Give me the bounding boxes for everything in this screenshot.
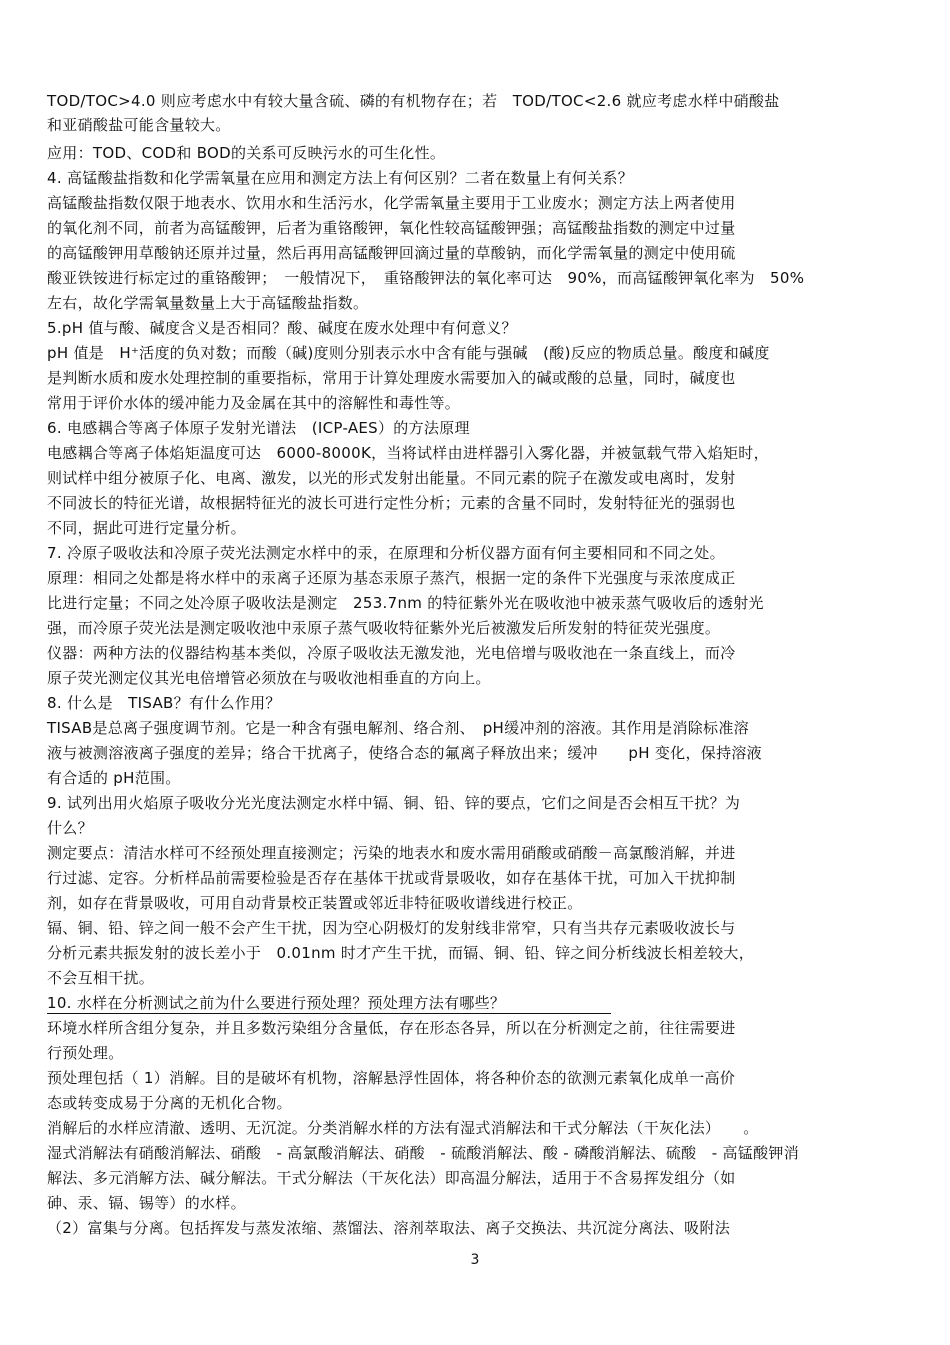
text-line: TISAB是总离子强度调节剂。它是一种含有强电解剂、络合剂、 pH缓冲剂的溶液。其作用是消除标准溶	[47, 719, 749, 737]
text-line: 不同波长的特征光谱，故根据特征光的波长可进行定性分析；元素的含量不同时，发射特征光的强弱也	[47, 494, 736, 512]
question-heading: 7. 冷原子吸收法和冷原子荧光法测定水样中的汞，在原理和分析仪器方面有何主要相同和不同之处。	[47, 544, 725, 562]
text-line: 什么？	[47, 819, 93, 837]
page-number: 3	[470, 1252, 480, 1268]
text-line: 酸亚铁铵进行标定过的重铬酸钾； 一般情况下， 重铬酸钾法的氧化率可达 90%，而高锰酸钾氧化率为 50%	[47, 269, 805, 287]
text-line: 镉、铜、铅、锌之间一般不会产生干扰，因为空心阴极灯的发射线非常窄，只有当共存元素吸收波长与	[47, 919, 736, 937]
text-line: （2）富集与分离。包括挥发与蒸发浓缩、蒸馏法、溶剂萃取法、离子交换法、共沉淀分离法、吸附法	[47, 1219, 731, 1237]
text-line: 解法、多元消解方法、碱分解法。干式分解法（干灰化法）即高温分解法，适用于不含易挥发组分（如	[47, 1169, 736, 1187]
text-line: 预处理包括（ 1）消解。目的是破坏有机物，溶解悬浮性固体，将各种价态的欲测元素氧化成单一高价	[47, 1069, 736, 1087]
text-line: 常用于评价水体的缓冲能力及金属在其中的溶解性和毒性等。	[47, 394, 461, 412]
text-line: 强，而冷原子荧光法是测定吸收池中汞原子蒸气吸收特征紫外光后被激发后所发射的特征荧光强度。	[47, 619, 721, 637]
text-line: 剂，如存在背景吸收，可用自动背景校正装置或邻近非特征吸收谱线进行校正。	[47, 894, 583, 912]
text-line: 高锰酸盐指数仅限于地表水、饮用水和生活污水，化学需氧量主要用于工业废水；测定方法上两者使用	[47, 194, 736, 212]
question-heading: 5.pH 值与酸、碱度含义是否相同？酸、碱度在废水处理中有何意义？	[47, 319, 517, 337]
text-line: 有合适的 pH范围。	[47, 769, 181, 787]
text-line: 和亚硝酸盐可能含量较大。	[47, 116, 231, 134]
text-line: 测定要点：清洁水样可不经预处理直接测定；污染的地表水和废水需用硝酸或硝酸－高氯酸消解，并进	[47, 844, 736, 862]
text-line: 原理：相同之处都是将水样中的汞离子还原为基态汞原子蒸汽，根据一定的条件下光强度与汞浓度成正	[47, 569, 736, 587]
text-line: 分析元素共振发射的波长差小于 0.01nm 时才产生干扰，而镉、铜、铅、锌之间分析线波长相差较大，	[47, 944, 754, 962]
text-line: 消解后的水样应清澈、透明、无沉淀。分类消解水样的方法有湿式消解法和干式分解法（干灰化法） 。	[47, 1119, 759, 1137]
text-line: 应用：TOD、COD和 BOD的关系可反映污水的可生化性。	[47, 144, 446, 162]
text-line: 液与被测溶液离子强度的差异；络合干扰离子，使络合态的氟离子释放出来；缓冲 pH 变化，保持溶液	[47, 744, 762, 762]
text-line: 则试样中组分被原子化、电离、激发，以光的形式发射出能量。不同元素的院子在激发或电离时，发射	[47, 469, 736, 487]
text-line: 的氧化剂不同，前者为高锰酸钾，后者为重铬酸钾，氧化性较高锰酸钾强；高锰酸盐指数的测定中过量	[47, 219, 736, 237]
text-line: 的高锰酸钾用草酸钠还原并过量，然后再用高锰酸钾回滴过量的草酸钠，而化学需氧量的测定中使用硫	[47, 244, 736, 262]
text-line: 态或转变成易于分离的无机化合物。	[47, 1094, 292, 1112]
text-line: 湿式消解法有硝酸消解法、硝酸 - 高氯酸消解法、硝酸 - 硫酸消解法、酸 - 磷酸消解法、硫酸 - 高锰酸钾消	[47, 1144, 799, 1162]
text-line: 比进行定量；不同之处冷原子吸收法是测定 253.7nm 的特征紫外光在吸收池中被汞蒸气吸收后的透射光	[47, 594, 764, 612]
text-line: 仪器：两种方法的仪器结构基本类似，冷原子吸收法无激发池，光电倍增与吸收池在一条直线上，而冷	[47, 644, 736, 662]
text-line: 不会互相干扰。	[47, 969, 155, 987]
text-line: 原子荧光测定仪其光电倍增管必须放在与吸收池相垂直的方向上。	[47, 669, 491, 687]
question-heading: 6. 电感耦合等离子体原子发射光谱法 (ICP-AES）的方法原理	[47, 419, 470, 437]
text-line: 不同，据此可进行定量分析。	[47, 519, 246, 537]
question-heading: 8. 什么是 TISAB？有什么作用？	[47, 694, 281, 712]
text-line: 环境水样所含组分复杂，并且多数污染组分含量低，存在形态各异，所以在分析测定之前，往往需要进	[47, 1019, 736, 1037]
text-line: 是判断水质和废水处理控制的重要指标，常用于计算处理废水需要加入的碱或酸的总量，同时，碱度也	[47, 369, 736, 387]
text-line: 电感耦合等离子体焰矩温度可达 6000-8000K，当将试样由进样器引入雾化器，并被氩载气带入焰矩时，	[47, 444, 769, 462]
question-heading: 10. 水样在分析测试之前为什么要进行预处理？预处理方法有哪些？	[47, 994, 506, 1012]
text-line: pH 值是 H⁺活度的负对数；而酸（碱)度则分别表示水中含有能与强碱 (酸)反应的物质总量。酸度和碱度	[47, 344, 770, 362]
text-line: TOD/TOC>4.0 则应考虑水中有较大量含硫、磷的有机物存在；若 TOD/TOC<2.6 就应考虑水样中硝酸盐	[47, 92, 780, 110]
text-line: 砷、汞、镉、锡等）的水样。	[47, 1194, 246, 1212]
question-heading: 4. 高锰酸盐指数和化学需氧量在应用和测定方法上有何区别？二者在数量上有何关系？	[47, 169, 634, 187]
text-line: 行预处理。	[47, 1044, 124, 1062]
question-heading: 9. 试列出用火焰原子吸收分光光度法测定水样中镉、铜、铅、锌的要点，它们之间是否会相互干扰？为	[47, 794, 741, 812]
text-line: 左右，故化学需氧量数量上大于高锰酸盐指数。	[47, 294, 369, 312]
text-line: 行过滤、定容。分析样品前需要检验是否存在基体干扰或背景吸收，如存在基体干扰，可加入干扰抑制	[47, 869, 736, 887]
heading-underline	[47, 1013, 611, 1014]
